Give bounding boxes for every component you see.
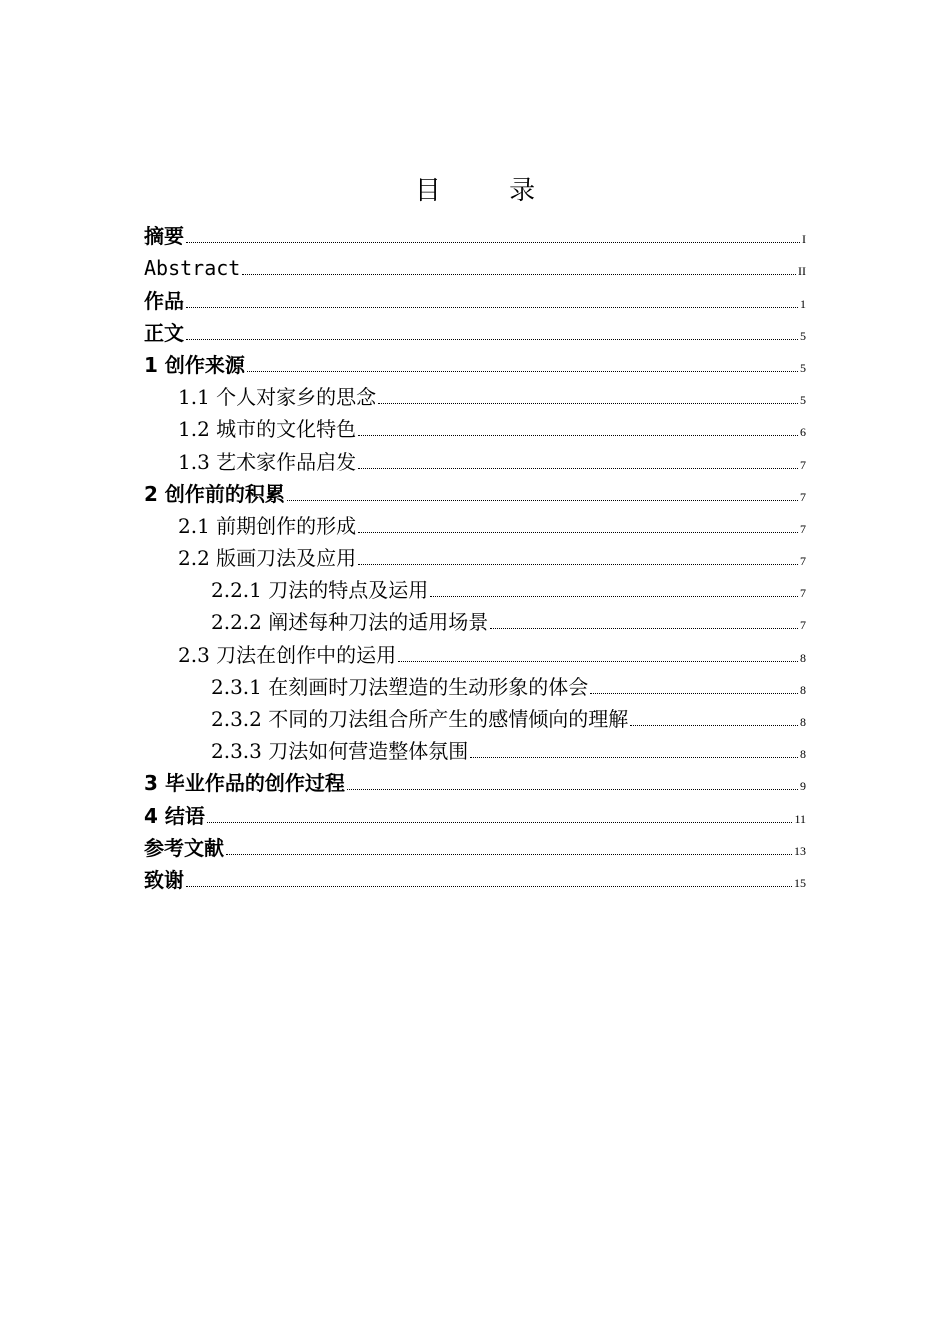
dot-leader <box>347 789 798 790</box>
toc-entry-page-number: 8 <box>800 747 806 762</box>
dot-leader <box>287 500 798 501</box>
toc-entry-label: 作品 <box>144 288 184 313</box>
toc-entry[interactable] <box>144 765 806 797</box>
toc-title: 目 录 <box>414 176 566 206</box>
toc-entry[interactable] <box>144 604 806 636</box>
toc-entry-page-number: 6 <box>800 425 806 440</box>
toc-entry-page-number: 5 <box>800 360 806 375</box>
toc-entry[interactable] <box>144 347 806 379</box>
dot-leader <box>398 661 798 662</box>
toc-entry-page-number: 13 <box>794 843 806 858</box>
dot-leader <box>186 339 798 340</box>
toc-entry-page-number: II <box>798 264 806 279</box>
dot-leader <box>378 403 798 404</box>
toc-entry-page-number: 8 <box>800 715 806 729</box>
dot-leader <box>358 532 798 533</box>
toc-entry-page-number: 15 <box>794 875 806 890</box>
toc-entry[interactable] <box>144 669 806 701</box>
toc-entry-page-number: 8 <box>800 650 806 665</box>
dot-leader <box>242 274 796 275</box>
toc-entry[interactable] <box>144 476 806 508</box>
toc-entry[interactable] <box>144 443 806 475</box>
toc-entry[interactable] <box>144 411 806 443</box>
toc-entry-label: 2.2 版画刀法及应用 <box>178 546 357 571</box>
toc-entry-label: 2.2.1 刀法的特点及运用 <box>211 578 429 603</box>
dot-leader <box>590 693 798 694</box>
toc-entry-label: 1.2 城市的文化特色 <box>178 417 357 442</box>
toc-entry-page-number: 9 <box>800 779 806 794</box>
toc-entry-label: 参考文献 <box>144 835 224 860</box>
toc-entry-label: 致谢 <box>144 867 184 892</box>
toc-entry[interactable] <box>144 282 806 314</box>
toc-entry-label: 1.1 个人对家乡的思念 <box>178 385 377 410</box>
toc-entry[interactable] <box>144 733 806 765</box>
toc-entry[interactable] <box>144 218 806 250</box>
toc-entry-label: 2.3.1 在刻画时刀法塑造的生动形象的体会 <box>211 674 589 699</box>
toc-entry-label: 正文 <box>144 320 184 345</box>
toc-entry-label: 2.3.2 不同的刀法组合所产生的感情倾向的理解 <box>211 707 629 731</box>
dot-leader <box>630 725 798 726</box>
toc-entry-page-number: 5 <box>800 393 806 408</box>
toc-entry[interactable] <box>144 862 806 894</box>
toc-entry-label: 2.1 前期创作的形成 <box>178 513 357 538</box>
dot-leader <box>226 854 792 855</box>
toc-entry-page-number: I <box>802 232 806 247</box>
toc-entry-label: 2.2.2 阐述每种刀法的适用场景 <box>211 610 489 635</box>
toc-entry-label: Abstract <box>144 256 241 281</box>
dot-leader <box>186 886 792 887</box>
toc-entry-label: 4 结语 <box>144 803 205 828</box>
toc-entry[interactable] <box>144 572 806 604</box>
toc-entry-page-number: 7 <box>800 554 806 569</box>
toc-entry-page-number: 1 <box>800 296 806 311</box>
toc-entry[interactable] <box>144 701 806 733</box>
toc-entry[interactable] <box>144 250 806 282</box>
toc-entry-label: 3 毕业作品的创作过程 <box>144 771 345 796</box>
toc-entry-page-number: 7 <box>800 489 806 504</box>
dot-leader <box>186 242 800 243</box>
toc-entry[interactable] <box>144 636 806 668</box>
toc-entry-page-number: 7 <box>800 457 806 472</box>
toc-list <box>144 218 806 894</box>
toc-entry-label: 2.3.3 刀法如何营造整体氛围 <box>211 739 469 764</box>
toc-entry-page-number: 5 <box>800 328 806 343</box>
toc-entry-page-number: 11 <box>794 811 806 826</box>
dot-leader <box>358 564 798 565</box>
toc-entry[interactable] <box>144 315 806 347</box>
toc-entry-page-number: 7 <box>800 521 806 536</box>
toc-entry[interactable] <box>144 797 806 829</box>
toc-entry-label: 1 创作来源 <box>144 352 245 377</box>
dot-leader <box>470 757 798 758</box>
dot-leader <box>490 628 798 629</box>
dot-leader <box>358 468 798 469</box>
dot-leader <box>358 435 798 436</box>
toc-entry[interactable] <box>144 830 806 862</box>
toc-entry-label: 摘要 <box>144 224 184 249</box>
dot-leader <box>247 371 798 372</box>
toc-entry-page-number: 7 <box>800 618 806 633</box>
toc-entry-label: 1.3 艺术家作品启发 <box>178 449 357 474</box>
toc-entry-label: 2.3 刀法在创作中的运用 <box>178 642 397 667</box>
toc-entry[interactable] <box>144 508 806 540</box>
toc-entry[interactable] <box>144 540 806 572</box>
dot-leader <box>186 307 798 308</box>
dot-leader <box>207 822 793 823</box>
toc-entry-page-number: 8 <box>800 682 806 697</box>
dot-leader <box>430 596 798 597</box>
toc-entry[interactable] <box>144 379 806 411</box>
toc-entry-page-number: 7 <box>800 586 806 601</box>
toc-entry-label: 2 创作前的积累 <box>144 481 285 506</box>
